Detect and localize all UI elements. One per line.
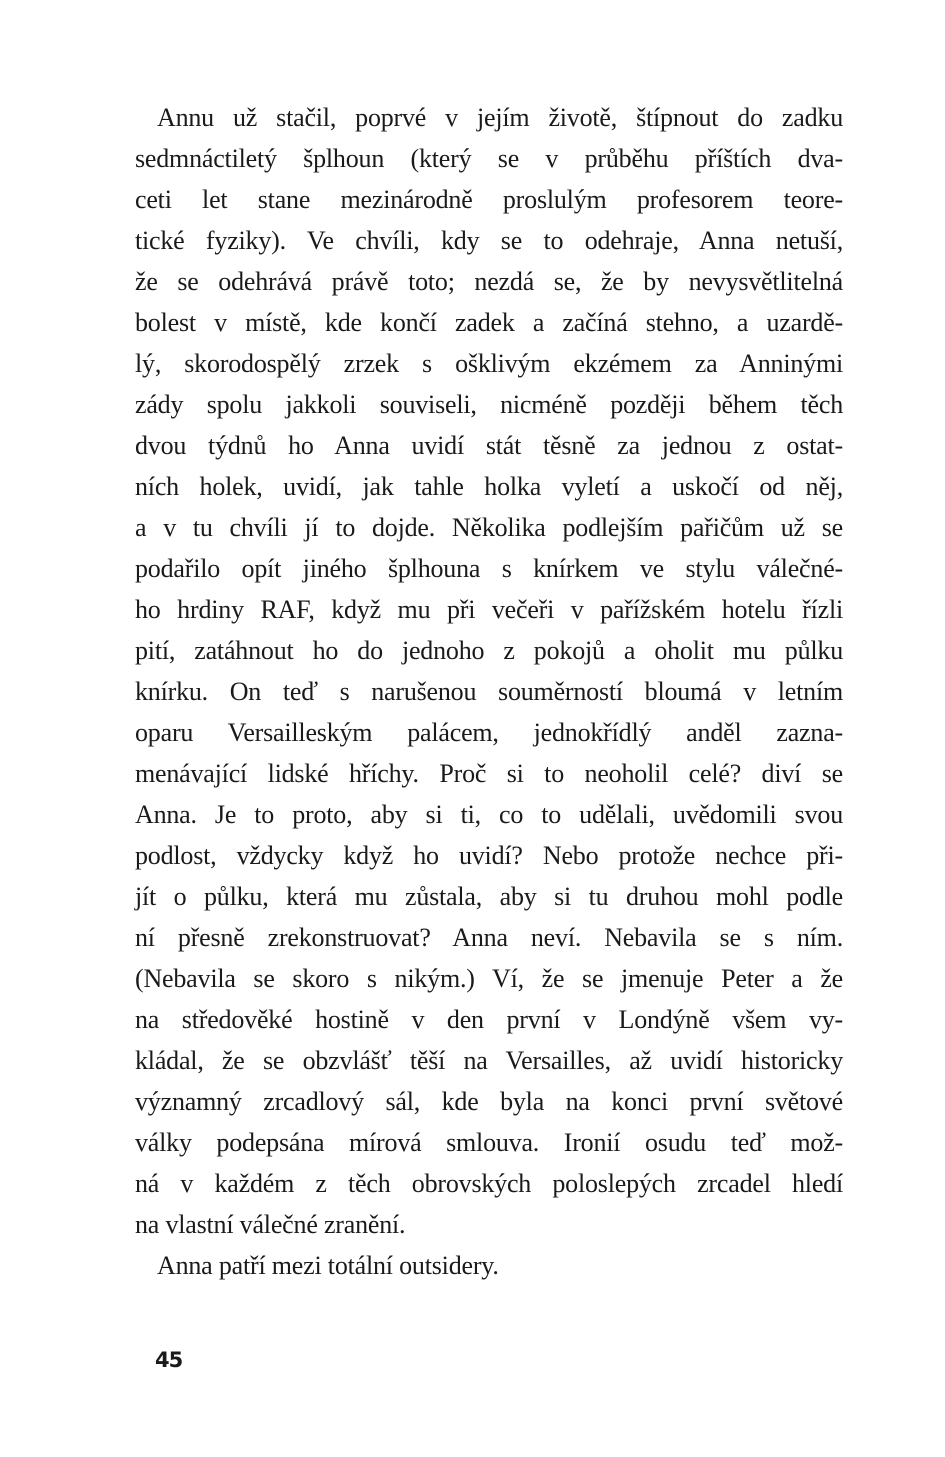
text-line: na středověké hostině v den první v Londýně všem vy- — [135, 1005, 843, 1034]
text-line: ních holek, uvidí, jak tahle holka vyletí a uskočí od něj, — [135, 472, 843, 501]
text-line: na vlastní válečné zranění. — [135, 1210, 406, 1239]
text-line: bolest v místě, kde končí zadek a začíná stehno, a uzardě- — [135, 308, 843, 337]
text-line: Anna. Je to proto, aby si ti, co to udělali, uvědomili svou — [135, 800, 843, 829]
text-line: menávající lidské hříchy. Proč si to neoholil celé? diví se — [135, 759, 843, 788]
text-line: (Nebavila se skoro s nikým.) Ví, že se jmenuje Peter a že — [135, 964, 843, 993]
paragraph-2 — [135, 1245, 843, 1286]
text-line: pití, zatáhnout ho do jednoho z pokojů a oholit mu půlku — [135, 636, 843, 665]
text-line: jít o půlku, která mu zůstala, aby si tu druhou mohl podle — [135, 882, 843, 911]
text-line: ní přesně zrekonstruovat? Anna neví. Nebavila se s ním. — [135, 923, 843, 952]
text-line: dvou týdnů ho Anna uvidí stát těsně za jednou z ostat- — [135, 431, 843, 460]
text-line: oparu Versailleským palácem, jednokřídlý anděl zazna- — [135, 718, 843, 747]
paragraph-1 — [135, 97, 843, 1245]
text-line: že se odehrává právě toto; nezdá se, že by nevysvětlitelná — [135, 267, 843, 296]
text-line: ceti let stane mezinárodně proslulým profesorem teore- — [135, 185, 843, 214]
text-line: ná v každém z těch obrovských poloslepých zrcadel hledí — [135, 1169, 843, 1198]
text-line: a v tu chvíli jí to dojde. Několika podlejším pařičům už se — [135, 513, 843, 542]
text-line: podlost, vždycky když ho uvidí? Nebo protože nechce při- — [135, 841, 843, 870]
text-line: ho hrdiny RAF, když mu při večeři v pařížském hotelu řízli — [135, 595, 843, 624]
page-number: 45 — [155, 1348, 183, 1372]
text-line: kládal, že se obzvlášť těší na Versailles, až uvidí historicky — [135, 1046, 843, 1075]
text-line: války podepsána mírová smlouva. Ironií osudu teď mož- — [135, 1128, 843, 1157]
text-line: lý, skorodospělý zrzek s ošklivým ekzémem za Anninými — [135, 349, 843, 378]
text-line: knírku. On teď s narušenou souměrností bloumá v letním — [135, 677, 843, 706]
text-line: zády spolu jakkoli souviseli, nicméně později během těch — [135, 390, 843, 419]
text-line: podařilo opít jiného šplhouna s knírkem ve stylu válečné- — [135, 554, 843, 583]
text-line: Anna patří mezi totální outsidery. — [157, 1251, 499, 1280]
text-line: sedmnáctiletý šplhoun (který se v průběhu příštích dva- — [135, 144, 843, 173]
text-line: tické fyziky). Ve chvíli, kdy se to odehraje, Anna netuší, — [135, 226, 843, 255]
text-line: Annu už stačil, poprvé v jejím životě, štípnout do zadku — [157, 103, 843, 132]
book-page-text — [135, 97, 843, 1286]
text-line: významný zrcadlový sál, kde byla na konci první světové — [135, 1087, 843, 1116]
